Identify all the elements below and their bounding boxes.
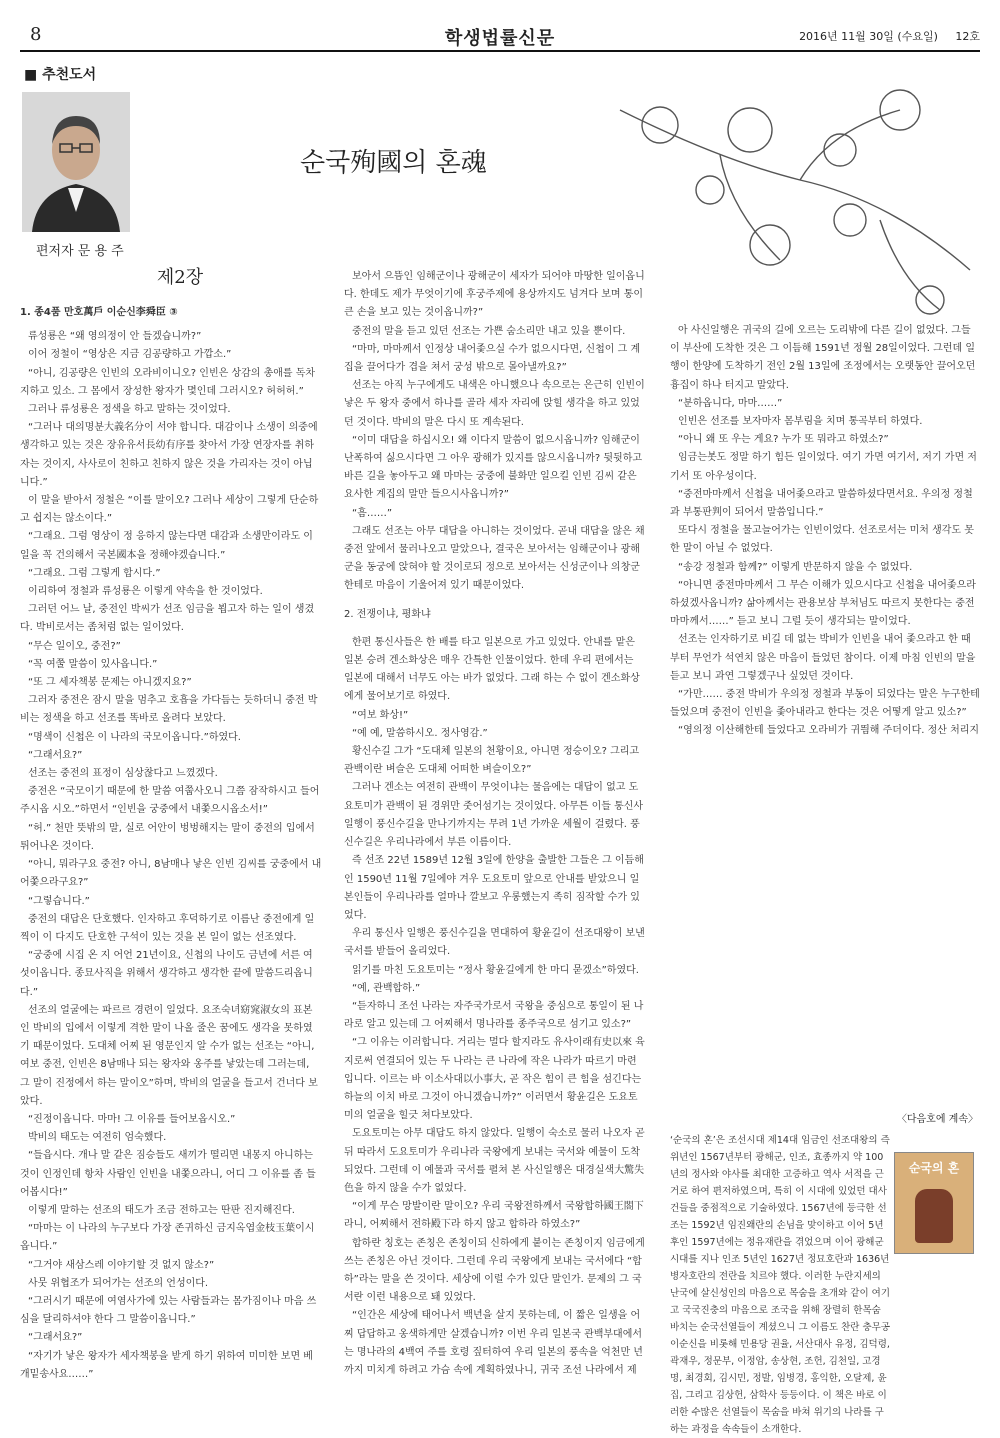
paragraph: 그러자 중전은 잠시 말을 멈추고 호흡을 가다듬는 듯하더니 중전 박비는 정색을 하고 선조를 똑바로 올려다 보았다. xyxy=(20,695,318,725)
paragraph: “듣자하니 조선 나라는 자주국가로서 국왕을 중심으로 통일이 된 나라로 알고 있는데 그 어찌해서 명나라를 종주국으로 섬기고 있소?” xyxy=(344,1000,644,1031)
author-photo xyxy=(22,92,130,232)
paragraph: “그거야 새삼스레 이야기할 것 없지 않소?” xyxy=(28,1259,215,1271)
paragraph: “영의정 이산해한테 들었다고 오라비가 귀띔해 주더이다. 정산 처리지 xyxy=(678,725,980,737)
book-cover xyxy=(894,1152,974,1254)
paragraph: “그래요. 그럼 영상이 정 응하지 않는다면 대감과 소생만이라도 이 일을 꼭 건의해서 국본國本을 정해야겠습니다.” xyxy=(20,531,313,561)
paragraph: 보아서 으뜸인 임해군이나 광해군이 세자가 되어야 마땅한 일이옵니다. 한데도 제가 무엇이기에 후궁주제에 용상까지도 넘겨다 보며 통이 큰 손을 보고 있는 것이옵니까?” xyxy=(344,271,645,319)
page-header xyxy=(20,22,980,52)
paragraph: “들읍시다. 개나 말 같은 짐승들도 새끼가 떨리면 내몽지 아니하는 것이 인정인데 항차 사람인 인빈을 내쫓으라니, 어디 그 이유를 좀 들어봅시다!” xyxy=(20,1150,316,1198)
paragraph: “분하옵니다, 마마……” xyxy=(678,397,783,409)
book-cover-title: 순국의 혼 xyxy=(908,1161,960,1175)
paragraph: “마마, 마마께서 인정상 내어좇으실 수가 없으시다면, 신첩이 그 계집을 끌어다가 겹을 쳐서 궁성 밖으로 몰아낼까요?” xyxy=(344,343,641,374)
paragraph: “그래요. 그럼 그렇게 합시다.” xyxy=(28,567,161,579)
paragraph: “이미 대답을 하십시오! 왜 이다지 말씀이 없으시옵니까? 임해군이 난폭하여 싫으시다면 그 아우 광해가 있지를 않으시옵니까? 뒷뒷하고 바른 길을 놓아두고 왜 마마는 궁중에 불화만 일으킬 인빈 김씨 같은 요사한 계집의 말만 들으시사옵니까?” xyxy=(344,434,643,501)
chapter-heading: 제2장 xyxy=(156,267,204,288)
paragraph: “아니 왜 또 우는 게요? 누가 또 뭐라고 하였소?” xyxy=(678,434,889,446)
paragraph: 합하란 칭호는 존칭은 존칭이되 신하에게 붙이는 존칭이지 임금에게 쓰는 존칭은 아닌 것이다. 그런데 우리 국왕에게 보내는 국서에다 “합하”라는 말을 쓴 것이다. 세상에 이럴 수가 있단 말인가. 문제의 그 국서란 이런 내용으로 돼 있었다. xyxy=(344,1237,645,1304)
paragraph: “그러나 대의명분大義名分이 서야 합니다. 대감이나 소생이 의중에 생각하고 있는 것은 장유유서長幼有序를 찾아서 가장 연장자를 취하자는 것이지, 사사로이 친하고 친하지 않은 것을 가리자는 것이 아닙니다.” xyxy=(20,422,318,488)
paragraph: “아니, 뭐라구요 중전? 아니, 8남매나 낳은 인빈 김씨를 궁중에서 내어쫓으라구요?” xyxy=(20,859,322,889)
paragraph: 인빈은 선조를 보자마자 몸부림을 치며 통곡부터 하였다. xyxy=(678,416,923,428)
paragraph: 선조는 중전의 표정이 심상찮다고 느꼈겠다. xyxy=(28,768,218,780)
paragraph: “예, 관백합하.” xyxy=(352,982,421,994)
paragraph: 중전의 대답은 단호했다. 인자하고 후덕하기로 이름난 중전에게 일찍이 이 다지도 단호한 구석이 있는 것을 본 일이 없는 선조였다. xyxy=(20,913,315,943)
paragraph: “명색이 신첩은 이 나라의 국모이옵니다.”하였다. xyxy=(28,731,241,743)
paragraph: 황신수길 그가 “도대체 일본의 천황이요, 아니면 정승이오? 그리고 관백이란 벼슬은 도대체 어떠한 벼슬이오?” xyxy=(344,746,640,776)
paragraph: 박비의 태도는 여전히 엄숙했다. xyxy=(28,1132,167,1144)
paragraph: 류성룡은 “왜 영의정이 안 들겠습니까?” xyxy=(28,331,202,343)
paragraph: 그러나 류성룡은 정색을 하고 말하는 것이었다. xyxy=(28,404,231,416)
paragraph: 그래도 선조는 아무 대답을 아니하는 것이었다. 곧내 대답을 않은 채 중전 앞에서 물러나오고 말았으나, 결국은 보아서는 임해군이나 광해군을 동궁에 앉혀야 할 것이로되 정으로 보아서는 신성군이나 의창군한테로 마음이 기울어져 있기 때문이었다. xyxy=(344,525,645,592)
paragraph: “궁중에 시집 온 지 어언 21년이요, 신첩의 나이도 금년에 서른 여섯이옵니다. 종묘사직을 위해서 생각하고 생각한 끝에 말씀드리옵니다.” xyxy=(20,950,313,998)
paragraph: 중전은 “국모이기 때문에 한 말씀 여쭙사오니 그쯤 잠작하시고 들어주시옵 시오.”하면서 “인빈을 궁중에서 내쫓으시옵소서!” xyxy=(20,786,320,816)
paragraph: “흠……” xyxy=(352,507,393,519)
article-title: 순국殉國의 혼魂 xyxy=(300,148,487,178)
paragraph: “꼭 여쭐 말씀이 있사옵니다.” xyxy=(28,658,158,670)
paragraph: “아니, 김공량은 인빈의 오라비이니오? 인빈은 상감의 총애를 독차지하고 있소. 그 몸에서 장성한 왕자가 몇인데 그러시오? 허허허.” xyxy=(20,367,316,397)
paragraph: 아 사신일행은 귀국의 길에 오르는 도리밖에 다른 길이 없었다. 그들이 부산에 도착한 것은 그 이듬해 1591년 정월 28일이었다. 그런데 일행이 한양에 도착하기 전인 2월 13일에 조정에서는 오랫동안 끌어오던 흉집이 하나 터지고 말았다. xyxy=(670,325,976,391)
book-cover-figure-icon xyxy=(915,1189,953,1243)
paragraph: “아니면 중전마마께서 그 무슨 이해가 있으시다고 신첩을 내어좇으라 하셨겠사옵니까? 삶아께서는 관용보삼 부처님도 따르지 못한다는 중전마마께서……” 듣고 보니 그럴 듯이 생각되는 말이었다. xyxy=(670,579,976,628)
paragraph: “이게 무슨 망발이란 말이오? 우리 국왕전하께서 국왕합하國王閤下라니, 어찌해서 전하殿下라 하지 않고 합하라 하였소?” xyxy=(344,1201,644,1231)
author-caption: 편저자 문 용 주 xyxy=(36,244,124,259)
article-column-1 xyxy=(20,302,322,1382)
paragraph: 선조의 얼굴에는 파르르 경련이 일었다. 요조숙녀窈窕淑女의 표본인 박비의 입에서 이렇게 격한 말이 나올 줄은 꿈에도 생각을 못하였기 때문이었다. 도대체 어찌 된 영문인지 알 수가 없는 선조는 “아니, 여보 중전, 인빈은 8남매나 되는 왕자와 옹주를 낳았는데 그러는데, 그 말이 진정에서 하는 말이오”하며, 박비의 얼굴을 들고서 건너다 보았다. xyxy=(20,1004,318,1107)
paragraph: “예 예, 말씀하시오. 정사영감.” xyxy=(352,727,488,739)
paragraph: “허.” 천만 뜻밖의 말, 실로 어안이 벙벙해지는 말이 중전의 입에서 튀어나온 것이다. xyxy=(20,822,315,852)
paragraph: “송강 정철과 함께?” 이렇게 반문하지 않을 수 없었다. xyxy=(678,561,913,573)
paragraph: “자기가 낳은 왕자가 세자책봉을 받게 하기 위하여 미미한 보면 베개밑송사요……” xyxy=(20,1350,313,1380)
page-number: 8 xyxy=(30,24,42,45)
paragraph: “무슨 일이오, 중전?” xyxy=(28,640,121,652)
paragraph: 이어 정철이 “영상은 지금 김공량하고 가깝소.” xyxy=(28,349,232,361)
paragraph: “또 그 세자책봉 문제는 아니겠지요?” xyxy=(28,677,192,689)
paragraph: 선조는 인자하기로 비길 데 없는 박비가 인빈을 내어 좇으라고 한 때부터 무언가 석연치 않은 마음이 들었던 참이다. 이제 마침 인빈의 말을 듣고 보니 과연 그렇겠구나 싶었던 것이다. xyxy=(670,634,976,682)
paragraph: “마마는 이 나라의 누구보다 가장 존귀하신 금지옥엽金枝玉葉이시옵니다.” xyxy=(20,1223,315,1253)
article-column-3 xyxy=(670,322,980,742)
paragraph: 그러나 겐소는 여전히 관백이 무엇이냐는 물음에는 대답이 없고 도요토미가 관백이 된 경위만 줏어섬기는 것이었다. 아무튼 이들 통신사 일행이 풍신수길을 만나기까지는 무려 1년 가까운 세월이 걸렸다. 풍신수길은 우리나라에서 부른 이름이다. xyxy=(344,782,644,849)
book-introduction-text: ‘순국의 혼’은 조선시대 제14대 임금인 선조대왕의 즉위년인 1567년부터 광해군, 인조, 효종까지 약 100년의 정사와 야사를 최대한 고증하고 역사 서적을 근거로 하여 편저하였으며, 특히 이 시대에 있었던 대사건들을 중점적으로 기술하였다. 1567년에 등극한 선조는 1592년 임진왜란의 손님을 맞이하고 이어 5년 후인 1597년에는 정유재란을 겪었으며 이어 광해군 시대를 지나 인조 5년인 1627년 정묘호란과 1636년 병자호란의 전란을 치르야 했다. 이러한 누란지세의 난국에 살신성인의 마음으로 목숨을 초개와 같이 여기고 국국진충의 마음으로 조국을 위해 장렬히 한목숨 바치는 순국선열들이 계셨으니 그 이름도 찬란 충무공 이순신을 비롯해 민용당 권율, 서산대사 유정, 김덕령, 곽재우, 정문부, 이정암, 송상현, 조헌, 김천일, 고경명, 최경회, 김시민, 정발, 임병경, 홍익한, 오달제, 윤집, 그리고 김상헌, 삼학사 등등이다. 이 책은 바로 이러한 수많은 선열들이 목숨을 바쳐 위기의 나라를 구하는 과정을 속속들이 소개한다. xyxy=(670,1135,891,1435)
article-column-2 xyxy=(344,268,646,1382)
cherry-blossom-illustration xyxy=(600,70,980,320)
issue-date: 2016년 11월 30일 (수요일) 12호 xyxy=(799,30,980,43)
paragraph: “그래서요?” xyxy=(28,749,83,761)
paragraph: 그러던 어느 날, 중전인 박씨가 선조 임금을 뵙고자 하는 일이 생겼다. 박비로서는 좀처럼 없는 일이었다. xyxy=(20,604,315,634)
paragraph: “그러시기 때문에 여염사가에 있는 사람들과는 몸가짐이나 마음 쓰심을 달리하셔야 한다 그 말씀이옵니다.” xyxy=(20,1295,317,1326)
paragraph: 이렇게 말하는 선조의 태도가 조금 전하고는 딴판 진지해진다. xyxy=(28,1204,295,1216)
paragraph: 도요토미는 아무 대답도 하지 않았다. 일행이 숙소로 물러 나오자 곧 뒤 따라서 도요토미가 우리나라 국왕에게 보내는 국서와 예물이 도착되었다. 그런데 이 예물과 국서를 펼쳐 본 사신일행은 대경실색大驚失色을 하지 않을 수가 없었다. xyxy=(344,1128,645,1194)
paragraph: “여보 화상!” xyxy=(352,709,409,721)
paragraph: 사뭇 위협조가 되어가는 선조의 언성이다. xyxy=(28,1277,209,1289)
section-label: ■ 추천도서 xyxy=(24,67,97,83)
paragraph: 우리 통신사 일행은 풍신수길을 면대하여 황윤길이 선조대왕이 보낸 국서를 받들어 올리었다. xyxy=(344,928,645,958)
continued-notice: 〈다음호에 계속〉 xyxy=(896,1114,978,1125)
paragraph: 중전의 말을 듣고 있던 선조는 가쁜 숨소리만 내고 있을 뿐이다. xyxy=(352,325,626,337)
newspaper-title: 학생법률신문 xyxy=(444,28,556,49)
paragraph: “그래서요?” xyxy=(28,1332,83,1344)
paragraph: 또다시 정철을 물고늘어가는 인빈이었다. 선조로서는 미처 생각도 못한 말이 아닐 수 없었다. xyxy=(670,525,974,555)
paragraph: “그 이유는 이러합니다. 거리는 멀다 할지라도 유사이래有史以來 육지로써 연결되어 있는 두 나라는 큰 나라에 작은 나라가 따르기 마련입니다. 이르는 바 이소사대以小事大, 곧 작은 힘이 큰 힘을 섬긴다는 하늘의 이치 바로 그것이 아니겠습니까?” 이러면서 황윤길은 도요토미의 얼굴을 힐긋 쳐다보았다. xyxy=(344,1037,645,1122)
paragraph: 선조는 아직 누구에게도 내색은 아니했으나 속으로는 은근히 인빈이 낳은 두 왕자 중에서 하나를 골라 세자 자리에 앉힐 생각을 하고 있었던 것이다. 박비의 말은 다시 또 계속된다. xyxy=(344,380,645,428)
paragraph: 한편 통신사들은 한 배를 타고 일본으로 가고 있었다. 안내를 맡은 일본 승려 겐소화상은 매우 간특한 인물이었다. 한데 우리 편에서는 일본에 대해서 너무도 아는 바가 없었다. 그래 하는 수 없이 겐소화상에게 물어보기로 하였다. xyxy=(344,636,640,703)
paragraph: 이리하여 정철과 류성룡은 이렇게 약속을 한 것이었다. xyxy=(28,586,263,598)
paragraph: 즉 선조 22년 1589년 12월 3일에 한양을 출발한 그들은 그 이듬해인 1590년 11월 7일에야 겨우 도요토미 앞으로 안내를 받았으니 일본인들이 우리나라를 얼마나 깔보고 우롱했는지 족히 짐작할 수가 있었다. xyxy=(344,855,644,921)
paragraph: “진정이옵니다. 마마! 그 이유를 들어보옵시오.” xyxy=(28,1113,236,1125)
paragraph: “중전마마께서 신첩을 내어좇으라고 말씀하셨다면서요. 우의정 정철과 부통판判이 되어서 말씀입니다.” xyxy=(670,488,973,519)
paragraph: 2. 전쟁이냐, 평화냐 xyxy=(344,608,431,620)
author-portrait-icon xyxy=(22,92,130,232)
paragraph: 1. 종4품 만호萬戶 이순신李舜臣 ③ xyxy=(20,307,178,318)
paragraph: 임금는봇도 정말 하기 힘든 일이었다. 여기 가면 여기서, 저기 가면 저기서 또 아우성이다. xyxy=(670,452,977,482)
paragraph: “가만…… 중전 박비가 우의정 정철과 부동이 되었다는 말은 누구한테 들었으며 중전이 인빈을 좇아내라고 한다는 것은 어떻게 알고 있소?” xyxy=(670,689,980,719)
book-introduction-box xyxy=(670,1132,980,1435)
paragraph: 이 말을 받아서 정철은 “이를 말이오? 그러나 세상이 그렇게 단순하고 쉽지는 않소이다.” xyxy=(20,495,319,525)
paragraph: “그렇습니다.” xyxy=(28,895,90,907)
paragraph: 읽기를 마친 도요토미는 “정사 황윤길에게 한 마디 묻겠소”하였다. xyxy=(352,964,639,976)
paragraph: “인간은 세상에 태어나서 백년을 살지 못하는데, 이 짧은 일생을 어찌 답답하고 옹색하게만 살겠습니까? 이번 우리 일본국 관백부대에서는 명나라의 4백여 주를 호령 짚터하여 우리 일본의 풍속을 억천만 년까지 미치게 하려고 가슴 속에 계획하였나니, 귀국 조선 나라에서 제 xyxy=(344,1310,643,1376)
